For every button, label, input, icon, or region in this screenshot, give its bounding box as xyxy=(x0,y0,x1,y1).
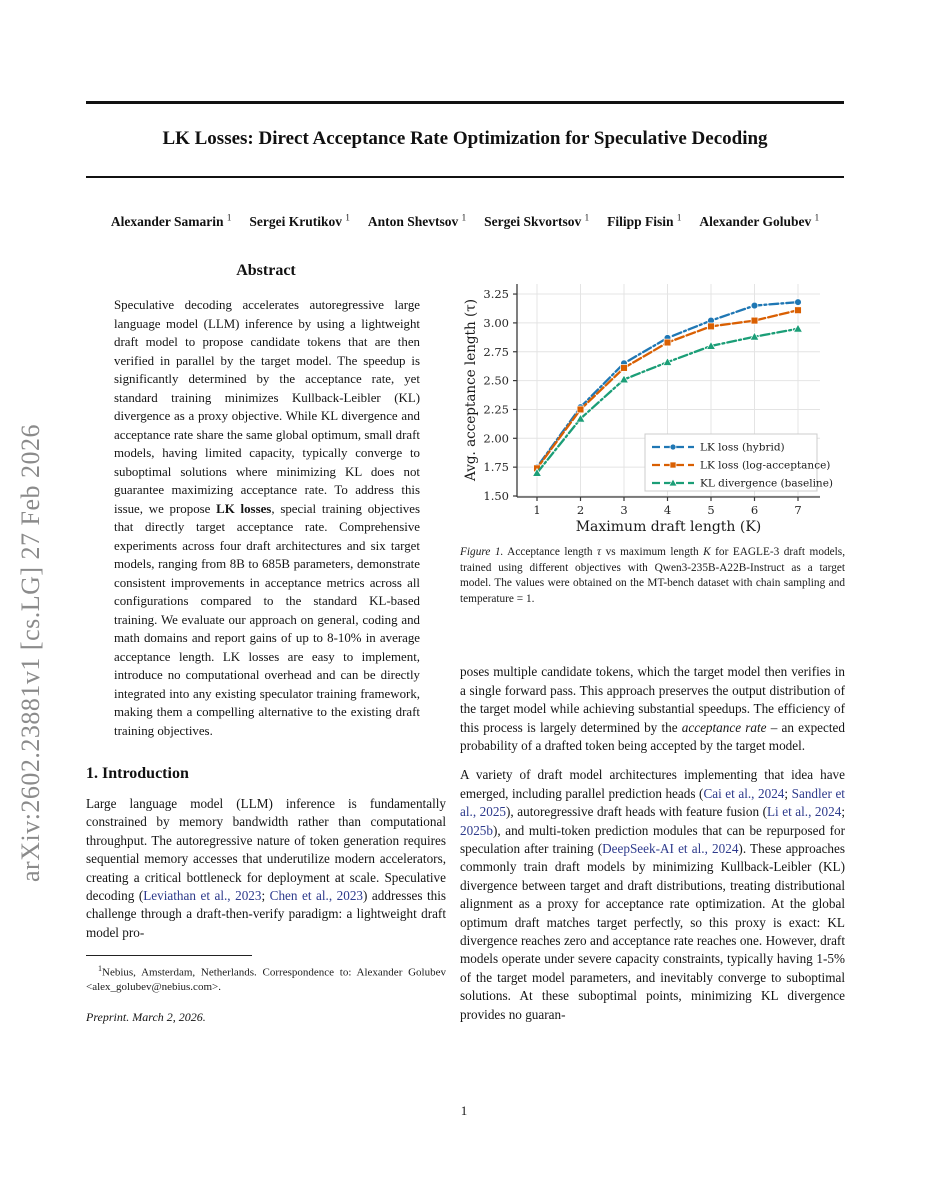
y-axis-label: Avg. acceptance length (τ) xyxy=(463,299,479,481)
text-segment: poses multiple candidate tokens, which the target model then verifies in a single forward pass. This approach preserves the output distribution of the target model while achieving substantial speedups. The efficiency of this process is largely determined by the xyxy=(460,664,845,735)
citation-link[interactable]: 2025b xyxy=(460,822,493,838)
svg-text:3.00: 3.00 xyxy=(483,315,509,330)
svg-text:5: 5 xyxy=(707,503,715,517)
text-segment: – an expected probability of a drafted token being accepted by the target model. xyxy=(460,719,845,753)
page-title: LK Losses: Direct Acceptance Rate Optimization for Speculative Decoding xyxy=(162,128,768,149)
arxiv-watermark: arXiv:2602.23881v1 [cs.LG] 27 Feb 2026 xyxy=(16,423,45,882)
text-segment: Nebius, Amsterdam, Netherlands. Correspondence to: Alexander Golubev <alex_golubev@nebius.com>. xyxy=(86,966,446,994)
text-segment: τ xyxy=(597,546,602,558)
left-column xyxy=(86,258,446,1025)
svg-text:2.50: 2.50 xyxy=(483,373,509,388)
svg-text:1.50: 1.50 xyxy=(483,489,509,503)
text-segment: ; xyxy=(784,785,792,801)
author-name: Alexander Golubev $^1$ xyxy=(699,212,820,229)
page-number: 1 xyxy=(460,1103,468,1118)
author-name: Filipp Fisin $^1$ xyxy=(607,212,682,229)
text-segment: K xyxy=(703,546,711,558)
text-segment: Speculative decoding accelerates autoregressive large language model (LLM) inference by using a lightweight draft model to propose candidate tokens that are then verified in parallel by the target model. The speedup is significantly determined by the acceptance rate, yet standard training minimizes Kullback-Leibler (KL) divergence as a proxy objective. While KL divergence and acceptance rate share the same global optimum, small draft models, having limited capacity, typically converge to suboptimal solutions where minimizing KL does not guarantee maximizing acceptance rate. To address this issue, we propose xyxy=(114,298,420,516)
right-column xyxy=(460,268,845,1035)
svg-text:LK loss (log-acceptance): LK loss (log-acceptance) xyxy=(700,459,831,472)
preprint-line: Preprint. March 2, 2026. xyxy=(86,1009,206,1024)
svg-text:2.00: 2.00 xyxy=(483,431,509,446)
text-segment: A variety of draft model architectures implementing that idea have emerged, including parallel prediction heads ( xyxy=(460,767,845,801)
svg-text:7: 7 xyxy=(794,503,802,517)
text-segment: ; xyxy=(261,888,270,904)
footnote-text xyxy=(86,962,446,995)
text-segment: ), and multi-token prediction modules that can be repurposed for speculation after training ( xyxy=(460,822,845,857)
chart-legend xyxy=(645,434,833,491)
text-segment: LK losses xyxy=(216,501,272,516)
header-rule-top xyxy=(86,101,844,104)
svg-text:2: 2 xyxy=(576,503,585,517)
svg-text:1: 1 xyxy=(533,503,541,517)
text-segment: ), autoregressive draft heads with feature fusion ( xyxy=(506,804,767,820)
body-paragraph xyxy=(460,766,845,1024)
citation-link[interactable]: DeepSeek-AI et al., 2024 xyxy=(602,841,739,857)
text-segment: Large language model (LLM) inference is fundamentally constrained by memory bandwidth rather than computational throughput. The autoregressive nature of token generation requires sequential memory accesses that underutilize modern accelerators, creating a critical bottleneck for deployment at scale. Speculative decoding ( xyxy=(86,796,446,904)
svg-text:6: 6 xyxy=(750,503,759,517)
text-segment: acceptance rate xyxy=(681,719,767,735)
text-segment: Acceptance length xyxy=(503,546,598,558)
svg-text:3.25: 3.25 xyxy=(483,287,509,302)
figure1-caption xyxy=(460,545,845,607)
text-segment: vs maximum length xyxy=(601,546,704,558)
citation-link[interactable]: Li et al., 2024 xyxy=(766,804,842,820)
abstract-body xyxy=(114,296,420,740)
citation-link[interactable]: Chen et al., 2023 xyxy=(269,888,364,904)
text-segment: ; xyxy=(841,804,845,820)
citation-link[interactable]: Sandler et al., 2025 xyxy=(460,785,845,820)
abstract-heading: Abstract xyxy=(236,262,296,279)
citation-link[interactable]: Cai et al., 2024 xyxy=(703,785,785,801)
svg-text:KL divergence (baseline): KL divergence (baseline) xyxy=(700,477,833,490)
author-name: Anton Shevtsov $^1$ xyxy=(367,212,467,229)
svg-text:LK loss (hybrid): LK loss (hybrid) xyxy=(700,441,785,454)
author-name: Sergei Skvortsov $^1$ xyxy=(484,212,590,229)
author-list xyxy=(66,212,864,230)
footnote-rule xyxy=(86,955,252,956)
text-segment: ) addresses this challenge through a draft-then-verify paradigm: a lightweight draft model pro- xyxy=(86,888,447,940)
svg-text:3: 3 xyxy=(620,503,628,517)
header-rule-bottom xyxy=(86,176,844,178)
text-segment: Figure 1. xyxy=(460,546,504,558)
svg-text:4: 4 xyxy=(663,503,672,517)
svg-text:1.75: 1.75 xyxy=(483,460,509,475)
intro-paragraph xyxy=(86,795,446,942)
author-name: Sergei Krutikov $^1$ xyxy=(249,212,350,229)
text-segment: for EAGLE-3 draft models, trained using different objectives with Qwen3-235B-A22B-Instruct as a target model. The values were obtained on the MT-bench dataset with chain sampling and temperature = 1. xyxy=(460,546,846,605)
body-paragraph xyxy=(460,663,845,755)
section-heading-introduction: 1. Introduction xyxy=(86,765,189,782)
author-name: Alexander Samarin $^1$ xyxy=(110,212,232,229)
svg-text:2.25: 2.25 xyxy=(483,402,509,417)
svg-text:2.75: 2.75 xyxy=(483,344,509,359)
citation-link[interactable]: Leviathan et al., 2023 xyxy=(143,888,262,904)
figure1-chart xyxy=(460,276,845,538)
footnote-marker: 1 xyxy=(98,964,102,974)
text-segment: , special training objectives that directly target acceptance rate. Comprehensive experiments across four draft architectures and six target models, ranging from 8B to 685B parameters, demonstrate consistent improvements in acceptance metrics across all configurations compared to the standard KL-based training. We evaluate our approach on general, coding and math domains and report gains of up to 8-10% in average acceptance length. LK losses are easy to implement, introduce no computational overhead and can be directly integrated into any existing speculator training framework, making them a compelling alternative to the existing draft training objectives. xyxy=(114,501,420,738)
text-segment: ). These approaches commonly train draft models by minimizing Kullback-Leibler (KL) divergence between target and draft distributions, treating distributional alignment as a proxy for acceptance rate optimization. At the global optimum draft matches target perfectly, so this proxy is exact: KL divergence reaches zero and acceptance rate reaches one. However, draft models operate under severe capacity constraints, typically having 1-5% of the target model parameters, and inevitably converge to suboptimal solutions. At these suboptimal points, minimizing KL divergence provides no guaran- xyxy=(460,841,846,1022)
x-axis-label: Maximum draft length (K) xyxy=(575,519,762,535)
